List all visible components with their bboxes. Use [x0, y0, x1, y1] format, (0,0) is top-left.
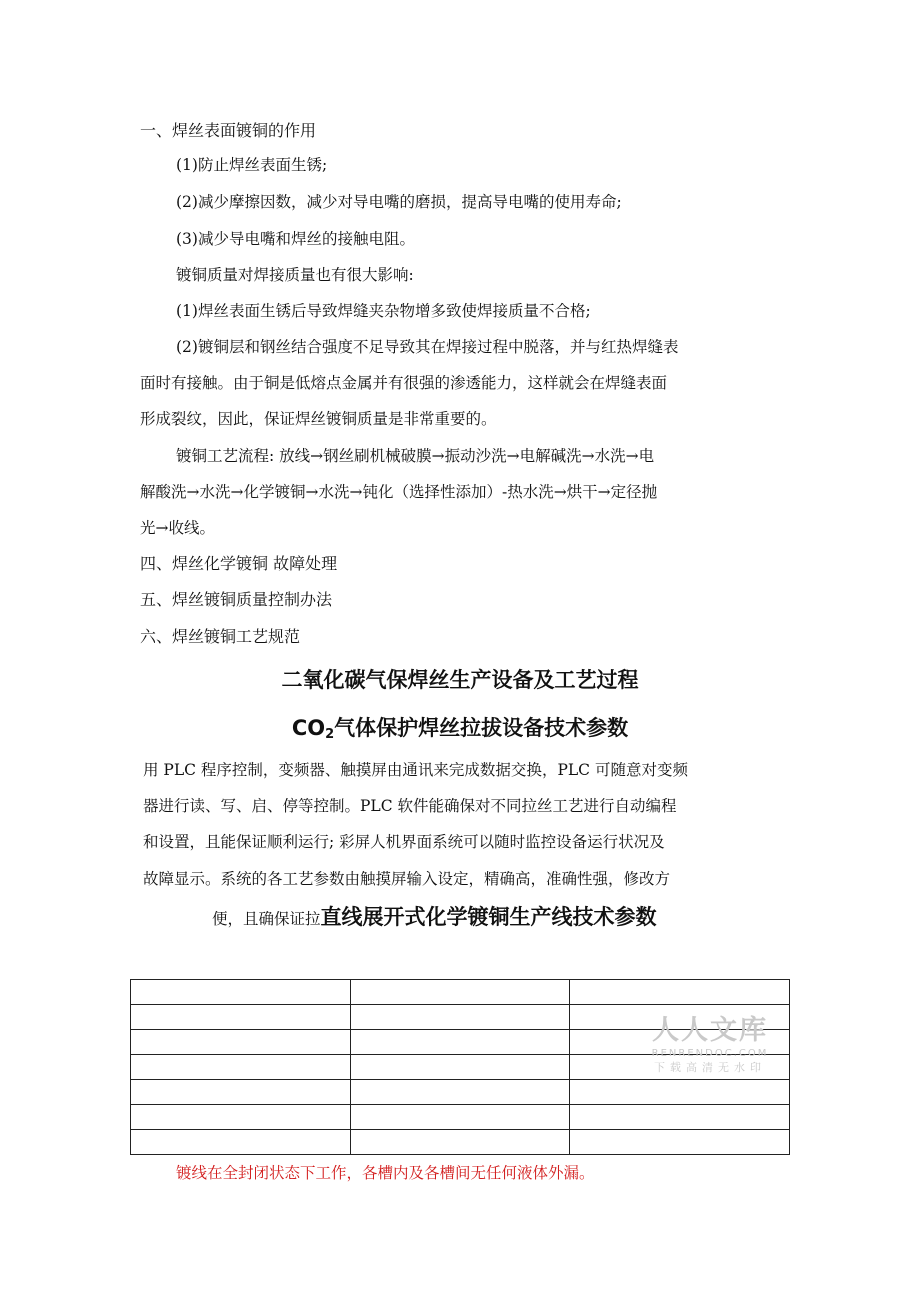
process-flow-line: 光→收线。	[140, 519, 215, 537]
section-heading-4: 四、焊丝化学镀铜 故障处理	[140, 554, 338, 573]
title-rest: 气体保护焊丝拉拔设备技术参数	[334, 716, 629, 740]
plc-paragraph-line: 用 PLC 程序控制，变频器、触摸屏由通讯来完成数据交换，PLC 可随意对变频	[143, 761, 688, 779]
production-line-title: 直线展开式化学镀铜生产线技术参数	[320, 905, 657, 929]
paragraph: 镀铜质量对焊接质量也有很大影响:	[176, 266, 414, 284]
plc-paragraph-line: 和设置，且能保证顺利运行; 彩屏人机界面系统可以随时监控设备运行状况及	[143, 833, 665, 851]
watermark-main: 人人文库	[652, 1015, 768, 1046]
list-item: (1)焊丝表面生锈后导致焊缝夹杂物增多致使焊接质量不合格;	[176, 302, 591, 320]
table-row	[131, 1130, 790, 1155]
process-flow-line: 解酸洗→水洗→化学镀铜→水洗→钝化（选择性添加）-热水洗→烘干→定径抛	[140, 483, 658, 501]
paragraph-line: 形成裂纹，因此，保证焊丝镀铜质量是非常重要的。	[140, 410, 497, 428]
main-title: 二氧化碳气保焊丝生产设备及工艺过程	[281, 668, 639, 692]
plc-paragraph-line	[212, 907, 657, 929]
watermark-url: RENRENDOC.COM	[651, 1048, 769, 1059]
plc-paragraph-line: 器进行读、写、启、停等控制。PLC 软件能确保对不同拉丝工艺进行自动编程	[143, 797, 677, 815]
list-item: (1)防止焊丝表面生锈;	[176, 156, 328, 174]
list-item: (3)减少导电嘴和焊丝的接触电阻。	[176, 230, 415, 248]
title-subscript: 2	[325, 727, 335, 742]
plc-line-prefix: 便，且确保证拉	[212, 910, 321, 928]
process-flow-line: 镀铜工艺流程: 放线→钢丝刷机械破膜→振动沙洗→电解碱洗→水洗→电	[176, 447, 655, 465]
title-co: CO	[291, 716, 326, 740]
section-heading-1: 一、焊丝表面镀铜的作用	[140, 121, 317, 140]
sub-title	[0, 712, 920, 742]
section-heading-5: 五、焊丝镀铜质量控制办法	[140, 590, 333, 609]
plc-paragraph-line: 故障显示。系统的各工艺参数由触摸屏输入设定，精确高，准确性强，修改方	[143, 870, 671, 888]
watermark	[640, 1015, 780, 1076]
table-row	[131, 980, 790, 1005]
watermark-slogan: 下载高清无水印	[654, 1061, 766, 1074]
paragraph-line: 面时有接触。由于铜是低熔点金属并有很强的渗透能力，这样就会在焊缝表面	[140, 374, 668, 392]
list-item: (2)减少摩擦因数，减少对导电嘴的磨损，提高导电嘴的使用寿命;	[176, 193, 622, 211]
table-row	[131, 1080, 790, 1105]
section-heading-6: 六、焊丝镀铜工艺规范	[140, 627, 301, 646]
table-row	[131, 1105, 790, 1130]
list-item: (2)镀铜层和钢丝结合强度不足导致其在焊接过程中脱落，并与红热焊缝表	[176, 338, 679, 356]
red-note: 镀线在全封闭状态下工作，各槽内及各槽间无任何液体外漏。	[176, 1164, 595, 1182]
